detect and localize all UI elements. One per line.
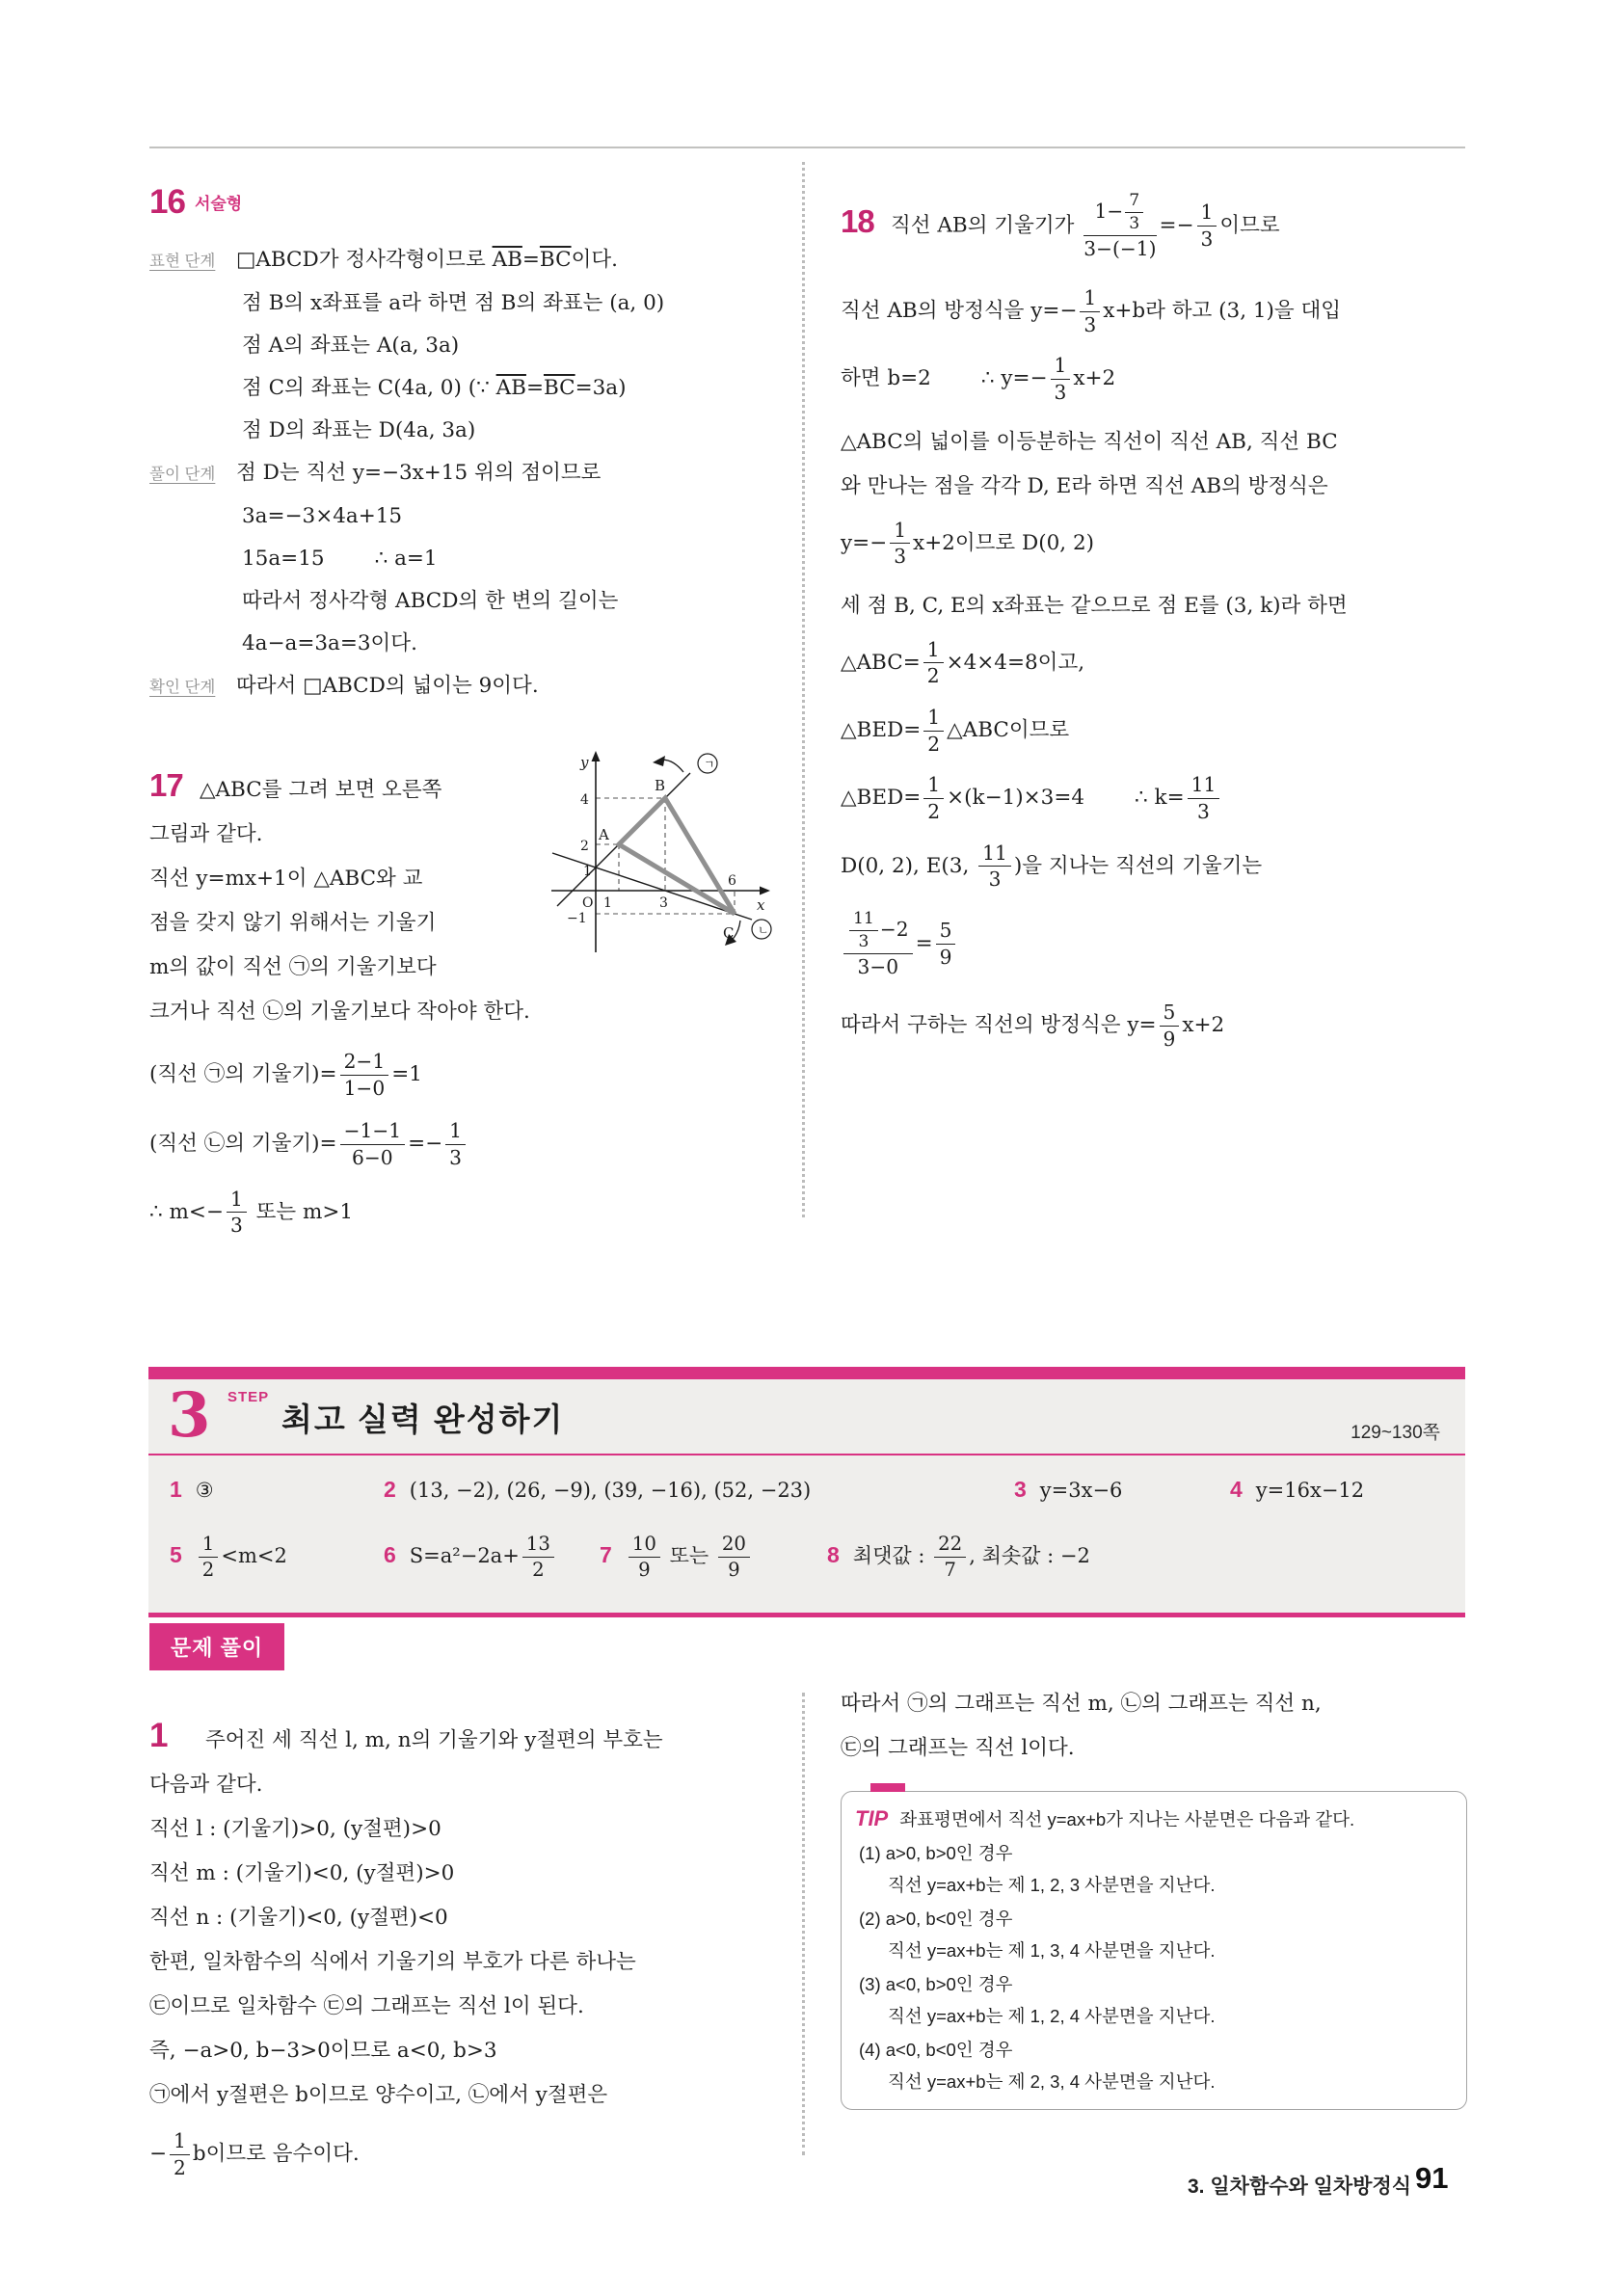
problem-1-solution bbox=[149, 1714, 793, 2181]
top-rule bbox=[149, 147, 1465, 148]
step3-page-range: 129~130쪽 bbox=[1351, 1423, 1440, 1443]
text-run: 따라서 구하는 직선의 방정식은 y= bbox=[841, 1013, 1157, 1037]
text-run: △ABC이므로 bbox=[947, 718, 1070, 743]
y-tick-4: 4 bbox=[580, 792, 589, 808]
point-A-label: A bbox=[599, 826, 609, 843]
text-run: x+2 bbox=[1073, 366, 1116, 391]
text-run: (직선 ㉡의 기울기)= bbox=[149, 1132, 337, 1157]
text-run: ∴ a=1 bbox=[374, 547, 438, 571]
solution-line: 직선 n : (기울기)<0, (y절편)<0 bbox=[149, 1906, 448, 1930]
rotation-arrowhead-top bbox=[653, 756, 665, 766]
answer-row-2 bbox=[148, 1521, 1465, 1589]
solution-line: 와 만나는 점을 각각 D, E라 하면 직선 AB의 방정식은 bbox=[841, 473, 1328, 498]
equation-line bbox=[841, 636, 1472, 690]
problem-number: 18 bbox=[841, 202, 874, 239]
tip-intro-line bbox=[855, 1806, 1449, 1831]
x-axis-arrow bbox=[760, 887, 770, 895]
equation-line bbox=[149, 1117, 793, 1171]
text-run: 주어진 세 직선 l, m, n의 기울기와 y절편의 부호는 bbox=[205, 1728, 663, 1752]
step3-title: 최고 실력 완성하기 bbox=[281, 1402, 565, 1437]
solution-line: 한편, 일차함수의 식에서 기울기의 부호가 다른 하나는 bbox=[149, 1950, 636, 1974]
tip-result: 직선 y=ax+b는 제 1, 3, 4 사분면을 지난다. bbox=[888, 1940, 1216, 1961]
step3-answer-box bbox=[148, 1367, 1465, 1617]
solution-line: 점 D의 좌표는 D(4a, 3a) bbox=[242, 418, 476, 442]
x-axis-label: x bbox=[757, 896, 765, 914]
text-run: △ABC= bbox=[841, 650, 921, 675]
column-divider-top bbox=[802, 162, 805, 1217]
text-run: = bbox=[915, 931, 933, 956]
conclusion-line bbox=[149, 1186, 793, 1240]
equation-line bbox=[841, 907, 1472, 981]
y-tick-minus1: −1 bbox=[567, 911, 587, 926]
equation-line bbox=[149, 1048, 793, 1102]
text-run: x+b라 하고 (3, 1)을 대입 bbox=[1103, 299, 1342, 324]
text-run: 직선 AB의 방정식을 y=− bbox=[841, 299, 1078, 324]
triangle-graph bbox=[538, 746, 779, 973]
y-axis-label: y bbox=[580, 754, 589, 771]
text-run: x+2이므로 D(0, 2) bbox=[913, 530, 1095, 555]
text-run: 직선 AB의 기울기가 bbox=[891, 213, 1082, 238]
answer-item-6: 6 S=a²−2a+ $\frac{13}{2}$ bbox=[384, 1531, 557, 1584]
text-run: −2 bbox=[879, 918, 909, 942]
text-run: ×4×4=8이고, bbox=[946, 650, 1085, 675]
fraction: $\frac{2-1}{1-0}$ bbox=[340, 1051, 389, 1099]
problem-18-solution bbox=[841, 189, 1472, 1066]
answer-item-3: 3 y=3x−6 bbox=[1014, 1477, 1123, 1502]
problem-number-box bbox=[841, 203, 891, 240]
fraction: $\frac{-1-1}{6-0}$ bbox=[340, 1120, 406, 1168]
problem-number: 16 bbox=[149, 183, 185, 221]
solution-line: 크거나 직선 ㉡의 기울기보다 작아야 한다. bbox=[149, 1000, 530, 1024]
tip-case: (3) a<0, b>0인 경우 bbox=[859, 1974, 1013, 1994]
text-run: △ABC를 그려 보면 오른쪽 bbox=[200, 778, 442, 802]
text-run: 또는 m>1 bbox=[249, 1199, 354, 1224]
essay-type-badge: 서술형 bbox=[194, 195, 243, 213]
solution-line: ㉢이므로 일차함수 ㉢의 그래프는 직선 l이 된다. bbox=[149, 1994, 584, 2018]
equation-line bbox=[841, 517, 1472, 571]
text-run: ∴ k= bbox=[1135, 786, 1185, 811]
problem-number-box bbox=[149, 1714, 205, 1763]
fraction: $\frac{20}{9}$ bbox=[718, 1534, 750, 1581]
solution-line: 점 A의 좌표는 A(a, 3a) bbox=[242, 334, 460, 358]
tip-box bbox=[841, 1791, 1467, 2110]
text-run: 따라서 □ABCD의 넓이는 9이다. bbox=[236, 674, 539, 698]
big-fraction: 1− $\frac{7}{3}$ 3−(−1) bbox=[1083, 191, 1157, 261]
problem-16-header bbox=[149, 183, 793, 239]
solution-line: 직선 m : (기울기)<0, (y절편)>0 bbox=[149, 1861, 455, 1885]
nested-fraction: $\frac{11}{3}$ bbox=[849, 910, 878, 951]
solution-line: 따라서 ㉠의 그래프는 직선 m, ㉡의 그래프는 직선 n, bbox=[841, 1692, 1322, 1716]
solution-line: 즉, −a>0, b−3>0이므로 a<0, b>3 bbox=[149, 2039, 497, 2063]
equation-line bbox=[841, 352, 1472, 406]
tip-accent-tab bbox=[870, 1783, 905, 1792]
text-run: 하면 b=2 bbox=[841, 366, 931, 391]
answer-row-1 bbox=[148, 1469, 1465, 1517]
fraction: $\frac{13}{2}$ bbox=[522, 1534, 554, 1581]
fraction: $\frac{1}{2}$ bbox=[199, 1534, 219, 1581]
solution-line: 다음과 같다. bbox=[149, 1773, 263, 1797]
step-label: 풀이 단계 bbox=[149, 466, 216, 483]
tip-case: (1) a>0, b>0인 경우 bbox=[859, 1843, 1013, 1863]
answer-item-4: 4 y=16x−12 bbox=[1230, 1477, 1365, 1502]
tip-intro: 좌표평면에서 직선 y=ax+b가 지나는 사분면은 다음과 같다. bbox=[899, 1809, 1355, 1829]
fraction: $\frac{11}{3}$ bbox=[1188, 774, 1220, 822]
text-run: = bbox=[522, 248, 540, 272]
tip-result: 직선 y=ax+b는 제 1, 2, 4 사분면을 지난다. bbox=[888, 2006, 1216, 2026]
solution-line bbox=[149, 367, 793, 410]
solution-line: ㉠에서 y절편은 b이므로 양수이고, ㉡에서 y절편은 bbox=[149, 2083, 608, 2107]
fraction: $\frac{1}{2}$ bbox=[923, 639, 944, 687]
step3-header bbox=[148, 1379, 1465, 1455]
text-run: x+2 bbox=[1182, 1013, 1225, 1037]
problem-number: 17 bbox=[149, 767, 183, 803]
line-label-giyeok: ㄱ bbox=[704, 758, 715, 771]
equation-line bbox=[841, 840, 1472, 894]
fraction: $\frac{10}{9}$ bbox=[629, 1534, 660, 1581]
fraction: $\frac{1}{3}$ bbox=[890, 520, 910, 568]
big-fraction: $\frac{11}{3}$ −2 3−0 bbox=[843, 910, 913, 978]
equation-line bbox=[841, 284, 1472, 338]
solution-line bbox=[149, 239, 793, 282]
equation-line bbox=[149, 2127, 793, 2181]
text-run: 이다. bbox=[571, 248, 618, 272]
text-run: )을 지나는 직선의 기울기는 bbox=[1013, 853, 1263, 878]
problem-number-box bbox=[149, 763, 200, 813]
point-B-label: B bbox=[655, 777, 666, 794]
equation-line bbox=[841, 704, 1472, 758]
step-number: 3 bbox=[168, 1379, 211, 1452]
text-run: ∴ m<− bbox=[149, 1199, 224, 1224]
conclusion-line bbox=[841, 999, 1472, 1053]
tip-case: (2) a>0, b<0인 경우 bbox=[859, 1909, 1013, 1929]
solutions-section-badge: 문제 풀이 bbox=[149, 1623, 284, 1670]
footer-chapter: 3. 일차함수와 일차방정식 bbox=[1188, 2176, 1412, 2198]
fraction: $\frac{1}{2}$ bbox=[923, 707, 944, 755]
text-run: 15a=15 bbox=[242, 547, 325, 571]
text-run: =1 bbox=[391, 1062, 422, 1087]
solution-line: 점 B의 x좌표를 a라 하면 점 B의 좌표는 (a, 0) bbox=[242, 291, 665, 315]
triangle-ABC bbox=[619, 798, 735, 914]
text-run: =− bbox=[408, 1132, 443, 1157]
text-run: ×(k−1)×3=4 bbox=[947, 786, 1085, 811]
nested-fraction: $\frac{7}{3}$ bbox=[1125, 192, 1143, 233]
text-run: ∴ y=− bbox=[980, 366, 1048, 391]
solution-line: 따라서 정사각형 ABCD의 한 변의 길이는 bbox=[242, 589, 619, 613]
tip-label: TIP bbox=[855, 1806, 889, 1830]
text-run: − bbox=[149, 2142, 168, 2167]
x-tick-6: 6 bbox=[728, 873, 736, 889]
answer-item-1: 1 ③ bbox=[170, 1477, 214, 1502]
column-divider-bottom bbox=[802, 1693, 805, 2155]
text-run: 이므로 bbox=[1219, 213, 1280, 238]
solution-line bbox=[149, 452, 793, 495]
text-run: 1− bbox=[1094, 200, 1124, 224]
solution-line: ㉢의 그래프는 직선 l이다. bbox=[841, 1736, 1075, 1760]
solution-line bbox=[149, 538, 793, 580]
segment-AB: $\overline{AB}$ bbox=[495, 376, 526, 400]
step3-bottom-bar bbox=[148, 1613, 1465, 1617]
tip-result: 직선 y=ax+b는 제 1, 2, 3 사분면을 지난다. bbox=[888, 1875, 1216, 1895]
solution-line: △ABC의 넓이를 이등분하는 직선이 직선 AB, 직선 BC bbox=[841, 429, 1338, 454]
answer-item-2: 2 (13, −2), (26, −9), (39, −16), (52, −23) bbox=[384, 1477, 812, 1502]
answer-item-8: 8 최댓값 : $\frac{22}{7}$ , 최솟값 : −2 bbox=[827, 1533, 1090, 1582]
solution-line: 직선 y=mx+1이 △ABC와 교 bbox=[149, 867, 423, 891]
fraction: $\frac{5}{9}$ bbox=[1160, 1001, 1180, 1050]
text-run: b이므로 음수이다. bbox=[192, 2142, 360, 2167]
equation-line bbox=[841, 771, 1472, 825]
text-run: □ABCD가 정사각형이므로 bbox=[236, 248, 493, 272]
solution-line: 점을 갖지 않기 위해서는 기울기 bbox=[149, 911, 437, 935]
text-run: 점 C의 좌표는 C(4a, 0) (∵ bbox=[242, 376, 496, 400]
solution-line: m의 값이 직선 ㉠의 기울기보다 bbox=[149, 955, 437, 979]
y-tick-2: 2 bbox=[580, 839, 589, 854]
answer-item-5: 5 $\frac{1}{2}$ <m<2 bbox=[170, 1533, 287, 1582]
segment-BC: $\overline{BC}$ bbox=[543, 376, 575, 400]
fraction: $\frac{11}{3}$ bbox=[978, 842, 1011, 891]
text-run: =− bbox=[1159, 213, 1194, 238]
problem-16-solution bbox=[149, 183, 793, 708]
solution-line: 4a−a=3a=3이다. bbox=[242, 631, 417, 655]
tip-result: 직선 y=ax+b는 제 2, 3, 4 사분면을 지난다. bbox=[888, 2071, 1216, 2092]
y-axis-arrow bbox=[592, 751, 601, 761]
fraction: $\frac{1}{2}$ bbox=[923, 774, 944, 822]
problem-17-solution bbox=[149, 754, 793, 1240]
text-run: △BED= bbox=[841, 786, 922, 811]
fraction: $\frac{1}{3}$ bbox=[1080, 287, 1100, 335]
origin-label: O bbox=[582, 895, 594, 911]
x-tick-1: 1 bbox=[603, 895, 612, 911]
solution-line: 그림과 같다. bbox=[149, 822, 263, 846]
problem-number: 1 bbox=[149, 1717, 168, 1754]
equation-line bbox=[841, 189, 1472, 263]
step3-top-bar bbox=[148, 1367, 1465, 1379]
step-word: STEP bbox=[227, 1389, 270, 1405]
fraction: $\frac{22}{7}$ bbox=[934, 1534, 966, 1581]
problem-1-continuation bbox=[841, 1682, 1467, 2110]
fraction: $\frac{1}{3}$ bbox=[227, 1188, 247, 1237]
footer-page-number: 91 bbox=[1415, 2161, 1449, 2195]
point-C-label: C bbox=[723, 924, 735, 942]
text-run: =3a) bbox=[575, 376, 627, 400]
text-run: y=− bbox=[841, 530, 888, 555]
solution-line: 세 점 B, C, E의 x좌표는 같으므로 점 E를 (3, k)라 하면 bbox=[841, 593, 1348, 618]
segment-BC: $\overline{BC}$ bbox=[539, 248, 572, 272]
solution-line: 3a=−3×4a+15 bbox=[242, 504, 403, 528]
solution-line bbox=[149, 665, 793, 708]
fraction: $\frac{1}{3}$ bbox=[1051, 355, 1071, 403]
text-run: 점 D는 직선 y=−3x+15 위의 점이므로 bbox=[236, 461, 602, 485]
step-label: 표현 단계 bbox=[149, 253, 216, 270]
text-run: △BED= bbox=[841, 718, 922, 743]
tip-case: (4) a<0, b<0인 경우 bbox=[859, 2040, 1013, 2060]
solution-line bbox=[149, 1714, 793, 1763]
x-tick-3: 3 bbox=[659, 895, 668, 911]
text-run: D(0, 2), E(3, bbox=[841, 853, 976, 878]
fraction: $\frac{1}{2}$ bbox=[170, 2130, 190, 2178]
answer-item-7: 7 $\frac{10}{9}$ 또는 $\frac{20}{9}$ bbox=[600, 1531, 753, 1584]
y-tick-1: 1 bbox=[583, 864, 592, 879]
fraction: $\frac{1}{3}$ bbox=[1197, 201, 1217, 250]
text-run: = bbox=[525, 376, 544, 400]
step-label: 확인 단계 bbox=[149, 679, 216, 696]
solution-line: 직선 l : (기울기)>0, (y절편)>0 bbox=[149, 1817, 441, 1841]
fraction: $\frac{5}{9}$ bbox=[936, 920, 956, 968]
fraction: $\frac{1}{3}$ bbox=[445, 1120, 466, 1168]
segment-AB: $\overline{AB}$ bbox=[492, 248, 522, 272]
line-label-nieun: ㄴ bbox=[758, 923, 769, 937]
text-run: (직선 ㉠의 기울기)= bbox=[149, 1062, 337, 1087]
